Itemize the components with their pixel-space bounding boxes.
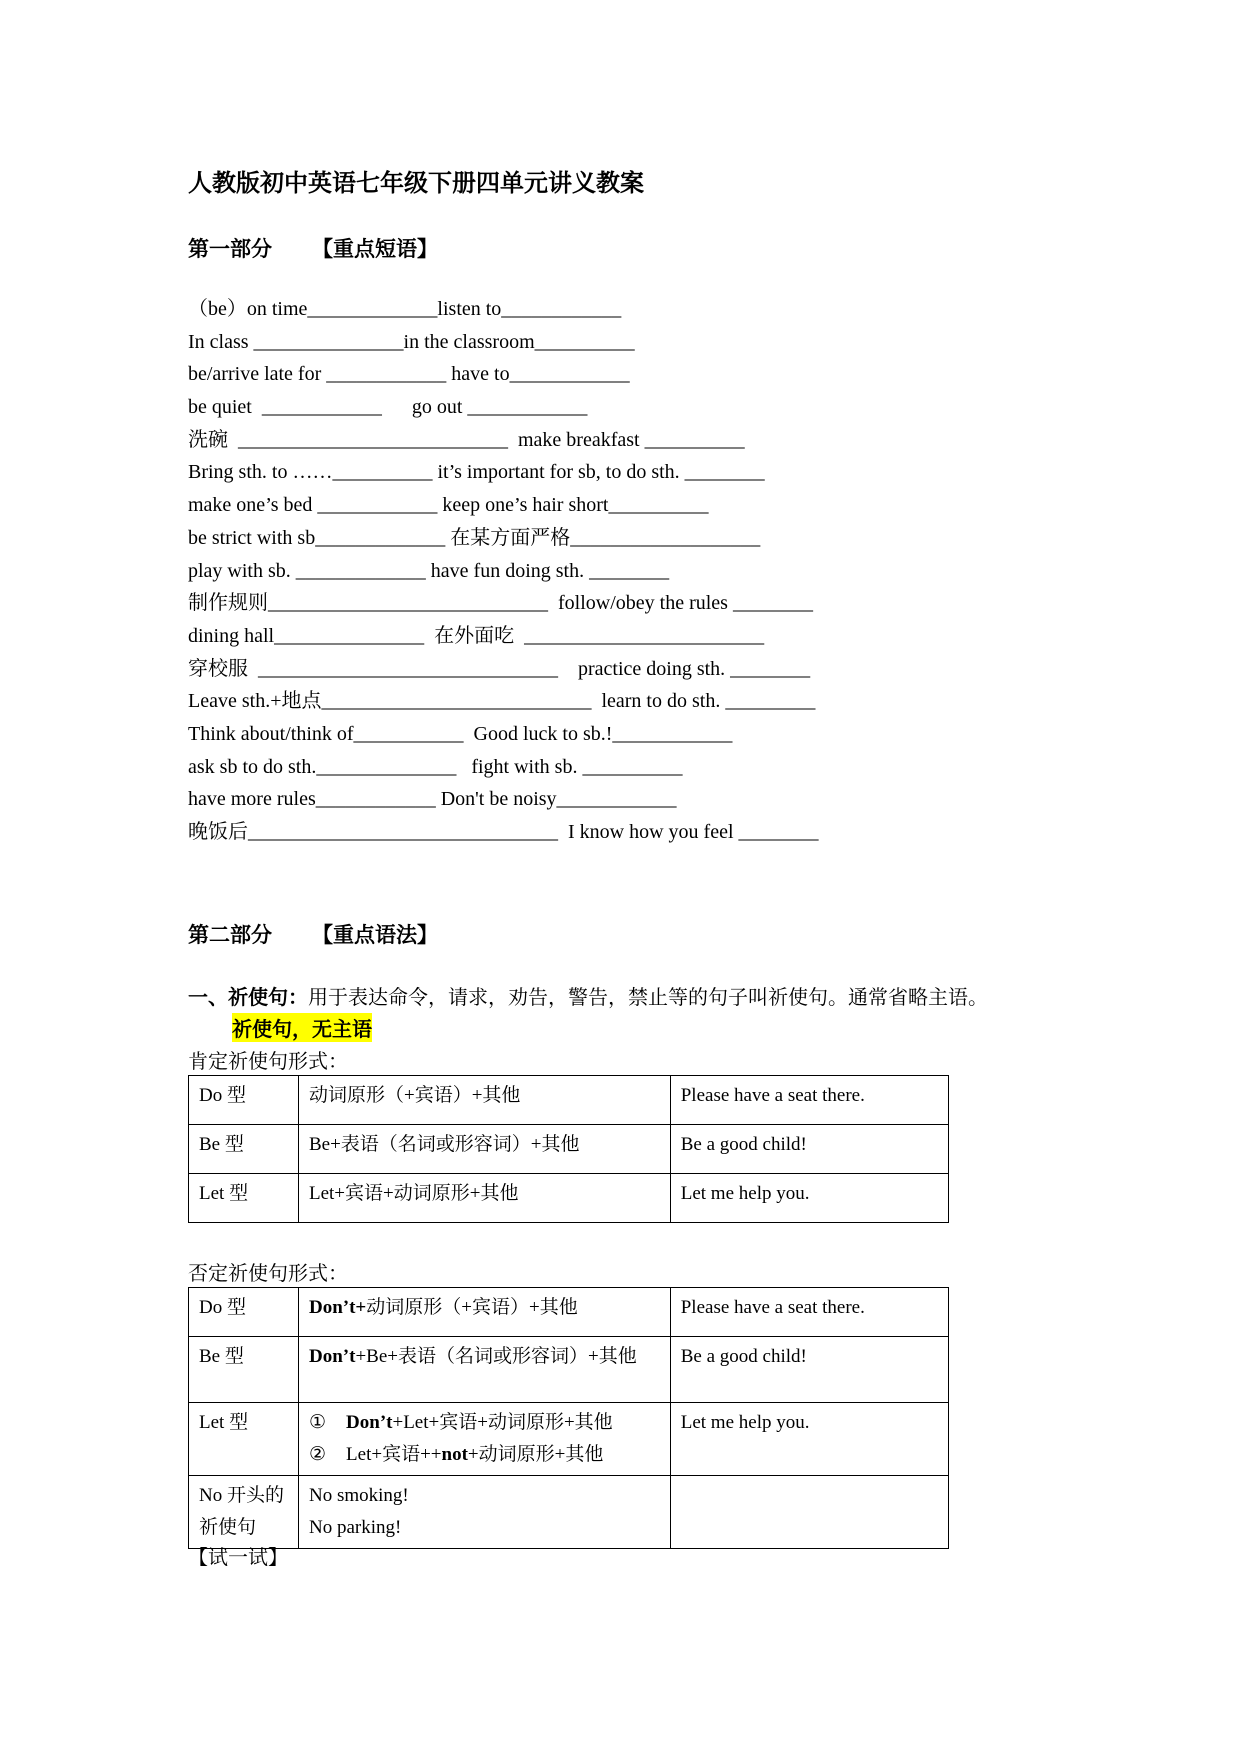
- form-cell: Be+表语（名词或形容词）+其他: [298, 1125, 670, 1174]
- document-title: 人教版初中英语七年级下册四单元讲义教案: [188, 171, 644, 197]
- type-cell: Be 型: [189, 1337, 299, 1403]
- part2-bracket: 【重点语法】: [312, 923, 438, 947]
- form-cell: Don’t+Be+表语（名词或形容词）+其他: [298, 1337, 670, 1403]
- table-row: [189, 1076, 949, 1125]
- example-cell: Be a good child!: [670, 1125, 948, 1174]
- type-cell: Let 型: [189, 1174, 299, 1223]
- phrase-row: Think about/think of___________ Good luck to sb.!____________: [188, 722, 733, 745]
- phrase-row: 洗碗 ___________________________ make breakfast __________: [188, 428, 745, 451]
- table-row: [189, 1125, 949, 1174]
- phrase-row: make one’s bed ____________ keep one’s hair short__________: [188, 494, 709, 517]
- affirmative-caption: 肯定祈使句形式：: [188, 1051, 348, 1073]
- part2-heading: [188, 919, 438, 949]
- phrase-row: be/arrive late for ____________ have to____________: [188, 363, 630, 386]
- phrase-row: 穿校服 ______________________________ practice doing sth. ________: [188, 657, 811, 680]
- phrase-row: 制作规则____________________________ follow/obey the rules ________: [188, 592, 813, 615]
- type-cell: Let 型: [189, 1403, 299, 1476]
- table-row: [189, 1288, 949, 1337]
- table-row: [189, 1337, 949, 1403]
- let-option-1: ① Don’t+Let+宾语+动词原形+其他: [308, 1412, 613, 1433]
- key-phrase-list: [188, 293, 1088, 849]
- phrase-row: Leave sth.+地点___________________________ learn to do sth. _________: [188, 690, 816, 713]
- form-cell: 动词原形（+宾语）+其他: [298, 1076, 670, 1125]
- phrase-row: dining hall_______________ 在外面吃 ________________________: [188, 624, 765, 647]
- table-row: [189, 1476, 949, 1549]
- imperative-definition: 用于表达命令，请求，劝告，警告，禁止等的句子叫祈使句。通常省略主语。: [308, 987, 988, 1009]
- highlight-note: 祈使句，无主语: [232, 1013, 372, 1042]
- type-cell: Do 型: [189, 1288, 299, 1337]
- imperative-intro: [188, 981, 988, 1010]
- try-it-heading: 【试一试】: [188, 1547, 288, 1569]
- table-row: [189, 1403, 949, 1476]
- part1-heading: [188, 233, 438, 263]
- example-cell: [670, 1476, 948, 1549]
- part1-label: 第一部分: [188, 237, 272, 261]
- type-cell: Do 型: [189, 1076, 299, 1125]
- phrase-row: 晚饭后_______________________________ I know how you feel ________: [188, 821, 819, 843]
- let-option-2: ② Let+宾语++not+动词原形+其他: [308, 1444, 604, 1465]
- type-cell: No 开头的祈使句: [189, 1476, 299, 1549]
- phrase-row: have more rules____________ Don't be noisy____________: [188, 788, 677, 811]
- phrase-row: （be）on time_____________listen to____________: [188, 298, 622, 320]
- example-cell: Be a good child!: [670, 1337, 948, 1403]
- affirmative-table: [188, 1075, 949, 1223]
- example-cell: Let me help you.: [670, 1174, 948, 1223]
- phrase-row: be quiet ____________ go out ____________: [188, 396, 588, 419]
- type-cell: Be 型: [189, 1125, 299, 1174]
- phrase-row: ask sb to do sth.______________ fight with sb. __________: [188, 755, 683, 778]
- part1-bracket: 【重点短语】: [312, 237, 438, 261]
- example-cell: Let me help you.: [670, 1403, 948, 1476]
- table-row: [189, 1174, 949, 1223]
- form-cell: Let+宾语+动词原形+其他: [298, 1174, 670, 1223]
- negative-caption: 否定祈使句形式：: [188, 1263, 348, 1285]
- form-cell: [298, 1403, 670, 1476]
- phrase-row: play with sb. _____________ have fun doing sth. ________: [188, 559, 670, 582]
- negative-table: [188, 1287, 949, 1549]
- phrase-row: In class _______________in the classroom__________: [188, 330, 635, 353]
- form-cell: Don’t+动词原形（+宾语）+其他: [298, 1288, 670, 1337]
- form-cell: No smoking! No parking!: [298, 1476, 670, 1549]
- example-cell: Please have a seat there.: [670, 1076, 948, 1125]
- phrase-row: Bring sth. to ……__________ it’s important for sb, to do sth. ________: [188, 461, 765, 484]
- imperative-label: 一、祈使句：: [188, 987, 308, 1009]
- phrase-row: be strict with sb_____________ 在某方面严格___________________: [188, 526, 761, 549]
- part2-label: 第二部分: [188, 923, 272, 947]
- example-cell: Please have a seat there.: [670, 1288, 948, 1337]
